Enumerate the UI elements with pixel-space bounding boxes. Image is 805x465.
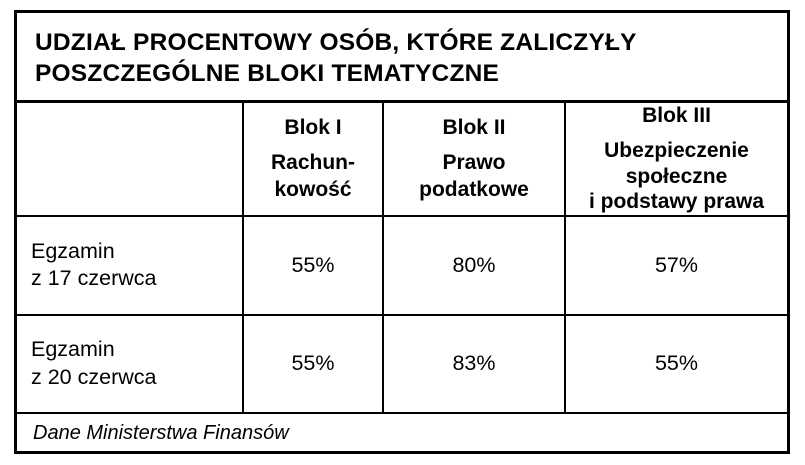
table-body bbox=[17, 216, 787, 413]
cell-exam-2-blok-2: 83% bbox=[383, 315, 565, 414]
column-header-blok-2-sub-2: podatkowe bbox=[419, 177, 529, 201]
table-row bbox=[17, 315, 787, 414]
row-label-exam-2-line-1: Egzamin bbox=[31, 337, 115, 362]
source-note: Dane Ministerstwa Finansów bbox=[33, 422, 289, 444]
row-label-exam-2-line-2: z 20 czerwca bbox=[31, 364, 157, 389]
table-corner-cell bbox=[17, 103, 243, 216]
cell-exam-2-blok-3: 55% bbox=[565, 315, 787, 414]
column-header-blok-1-sub-2: kowość bbox=[274, 177, 352, 201]
column-header-blok-2-block: Blok II bbox=[442, 115, 506, 139]
statistics-table-figure bbox=[14, 10, 790, 454]
column-header-blok-3-sub-1: Ubezpieczenie bbox=[604, 139, 749, 163]
table-header-row bbox=[17, 103, 787, 216]
row-label-exam-1-line-2: z 17 czerwca bbox=[31, 266, 157, 291]
cell-exam-2-blok-1: 55% bbox=[243, 315, 383, 414]
column-header-blok-1-sub-1: Rachun- bbox=[271, 151, 355, 175]
row-label-exam-2 bbox=[17, 315, 243, 414]
row-label-exam-1 bbox=[17, 216, 243, 315]
results-table bbox=[17, 103, 787, 414]
column-header-blok-3-sub-2: społeczne bbox=[625, 164, 728, 188]
column-header-blok-2 bbox=[383, 103, 565, 216]
table-row bbox=[17, 216, 787, 315]
cell-exam-1-blok-1: 55% bbox=[243, 216, 383, 315]
column-header-blok-3 bbox=[565, 103, 787, 216]
figure-title-line-1: UDZIAŁ PROCENTOWY OSÓB, KTÓRE ZALICZYŁY bbox=[35, 29, 637, 56]
column-header-blok-3-block: Blok III bbox=[642, 103, 711, 127]
cell-exam-1-blok-2: 80% bbox=[383, 216, 565, 315]
column-header-blok-1 bbox=[243, 103, 383, 216]
row-label-exam-1-line-1: Egzamin bbox=[31, 238, 115, 263]
figure-title bbox=[17, 13, 787, 103]
column-header-blok-3-sub-3: i podstawy prawa bbox=[588, 190, 765, 214]
figure-title-line-2: POSZCZEGÓLNE BLOKI TEMATYCZNE bbox=[35, 60, 500, 88]
cell-exam-1-blok-3: 57% bbox=[565, 216, 787, 315]
table-head bbox=[17, 103, 787, 216]
column-header-blok-1-block: Blok I bbox=[284, 115, 342, 139]
column-header-blok-2-sub-1: Prawo bbox=[442, 151, 506, 175]
